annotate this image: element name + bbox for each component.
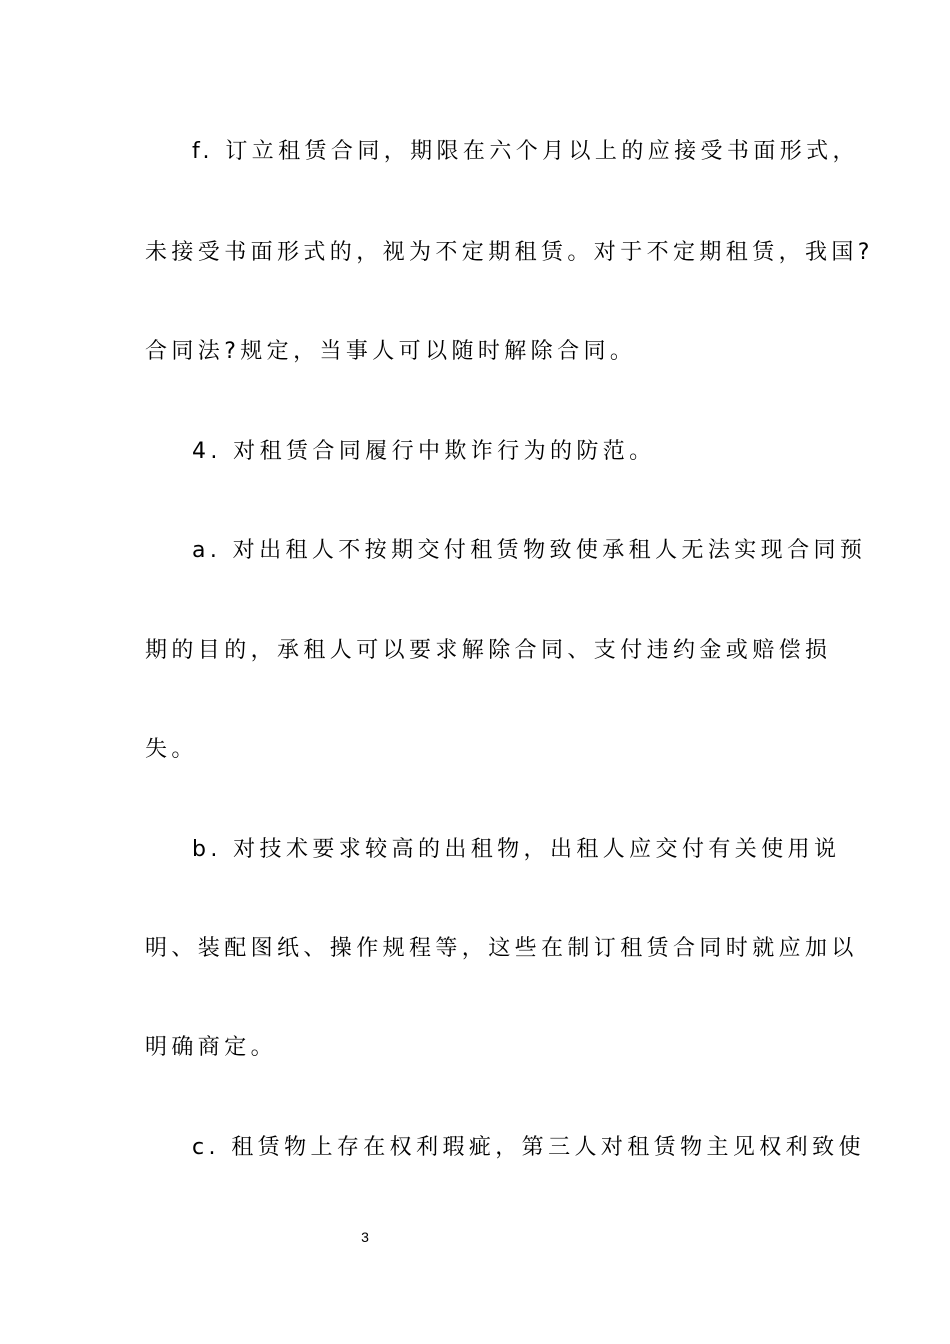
paragraph-a-line-1: a. 对出租人不按期交付租赁物致使承租人无法实现合同预 [192,538,867,563]
paragraph-b-line-3: 明确商定。 [145,1035,278,1060]
paragraph-a-line-2: 期的目的，承租人可以要求解除合同、支付违约金或赔偿损 [145,638,832,663]
paragraph-b-line-1: b. 对技术要求较高的出租物，出租人应交付有关使用说 [192,837,841,862]
paragraph-b-line-2: 明、装配图纸、操作规程等，这些在制订租赁合同时就应加以 [145,936,858,961]
paragraph-f-line-1: f. 订立租赁合同，期限在六个月以上的应接受书面形式， [192,139,859,164]
paragraph-f-line-2: 未接受书面形式的，视为不定期租赁。对于不定期租赁，我国? [145,240,874,265]
paragraph-c-line-1: c. 租赁物上存在权利瑕疵，第三人对租赁物主见权利致使 [192,1135,865,1160]
section-4-heading: 4. 对租赁合同履行中欺诈行为的防范。 [192,439,656,464]
page-number: 3 [361,1229,369,1245]
paragraph-a-line-3: 失。 [145,737,198,762]
paragraph-f-line-3: 合同法?规定，当事人可以随时解除合同。 [145,339,637,364]
